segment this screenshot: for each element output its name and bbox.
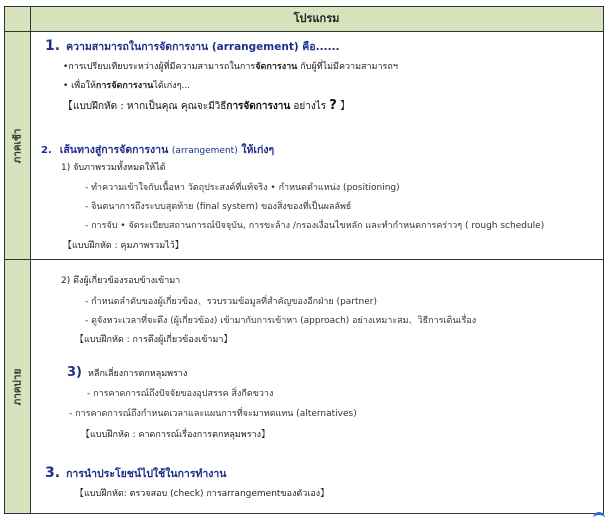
section2b-line2: - ดูจังหวะเวลาที่จะดึง (ผู้เกี่ยวข้อง) เข้ามากับการเข้าหา (approach) อย่างเหมาะสม、วิธีการเดินเรื่อง: [85, 316, 477, 326]
exercise1-mid: อย่างไร: [290, 101, 330, 112]
section1-bullet2: [63, 78, 190, 92]
exercise1-question: ?: [329, 98, 337, 113]
section1-number: 1.: [45, 38, 61, 54]
bullet1-suffix: กับผู้ที่ไม่มีความสามารถฯ: [297, 62, 398, 72]
exercise1-text: 【แบบฝึกหัด : หากเป็นคุณ คุณจะมีวิธี: [63, 101, 227, 112]
morning-label: ภาคเช้า: [12, 128, 23, 163]
item3-title: หลีกเลี่ยงการตกหลุมพราง: [88, 369, 188, 379]
table-header: [5, 7, 603, 32]
section1-heading: [45, 38, 340, 55]
section2-line1: - ทำความเข้าใจกับเนื้อหา วัตถุประสงค์ที่แท้จริง • กำหนดตำแหน่ง (positioning): [85, 183, 400, 193]
section2-item3: [67, 365, 187, 380]
exercise1-bold: การจัดการงาน: [226, 101, 291, 112]
section3-heading: [45, 465, 227, 482]
sidebar-afternoon: [5, 260, 30, 513]
section2-item1: 1) จับภาพรวมทั้งหมดให้ได้: [61, 163, 166, 173]
corner-decoration-icon: [593, 512, 605, 521]
program-table: [4, 6, 604, 514]
item3-number: 3): [67, 365, 82, 380]
exercise1-close: 】: [336, 101, 351, 112]
section2-item2: 2) ดึงผู้เกี่ยวข้องรอบข้างเข้ามา: [61, 276, 181, 286]
section1-bullet1: [63, 59, 398, 73]
bullet1-text: •การเปรียบเทียบระหว่างผู้ที่มีความสามารถในการ: [63, 62, 256, 72]
program-content: [31, 32, 603, 513]
section3-title: การนำประโยชน์ไปใช้ในการทำงาน: [66, 468, 227, 480]
section2-line3: - การจับ • จัดระเบียบสถานการณ์ปัจจุบัน, การขะล้าง /กรองเงื่อนไขหลัก และทำกำหนดการคร่าวๆ ( rough schedule): [85, 221, 545, 231]
bullet2-bold: การจัดการงาน: [95, 81, 154, 91]
afternoon-label: ภาคบ่าย: [12, 368, 23, 405]
section1-title: ความสามารถในการจัดการงาน (arrangement) คือ......: [66, 41, 340, 53]
section2-exercise: 【แบบฝึกหัด : คุมภาพรวมไว้】: [63, 241, 184, 251]
section2b-line3: - การคาดการณ์ถึงปัจจัยของอุปสรรค สิ่งกีดขวาง: [87, 389, 274, 399]
bullet2-text: • เพื่อให้: [63, 81, 96, 91]
section2b-line1: - กำหนดลำดับของผู้เกี่ยวข้อง、รวบรวมข้อมูลที่สำคัญของอีกฝ่าย (partner): [85, 297, 377, 307]
bullet1-bold: จัดการงาน: [255, 62, 298, 72]
section2-title-paren: (arrangement): [171, 146, 238, 156]
section2-number: 2.: [41, 145, 52, 156]
section2-heading: [41, 141, 274, 158]
section1-exercise: [63, 97, 350, 114]
sidebar-morning: [5, 32, 30, 260]
section2-title: เส้นทางสู่การจัดการงาน: [59, 144, 172, 156]
section2b-exercise3: 【แบบฝึกหัด : คาดการณ์เรื่องการตกหลุมพราง】: [81, 430, 271, 440]
bullet2-suffix: ได้เก่งๆ...: [153, 81, 191, 91]
section2b-exercise: 【แบบฝึกหัด : การดึงผู้เกี่ยวข้องเข้ามา】: [75, 335, 233, 345]
header-title: โปรแกรม: [293, 12, 340, 25]
section3-number: 3.: [45, 465, 61, 481]
section3-exercise: 【แบบฝึกหัด: ตรวจสอบ (check) การarrangementของตัวเอง】: [75, 489, 330, 499]
section2b-line4: - การคาดการณ์ถึงกำหนดเวลาและแผนการที่จะมาทดแทน (alternatives): [69, 409, 357, 419]
section2-line2: - จินตนาการถึงระบบสุดท้าย (final system) ของสิ่งของที่เป็นผลลัพธ์: [85, 202, 352, 212]
section2-title-end: ให้เก่งๆ: [237, 144, 275, 156]
